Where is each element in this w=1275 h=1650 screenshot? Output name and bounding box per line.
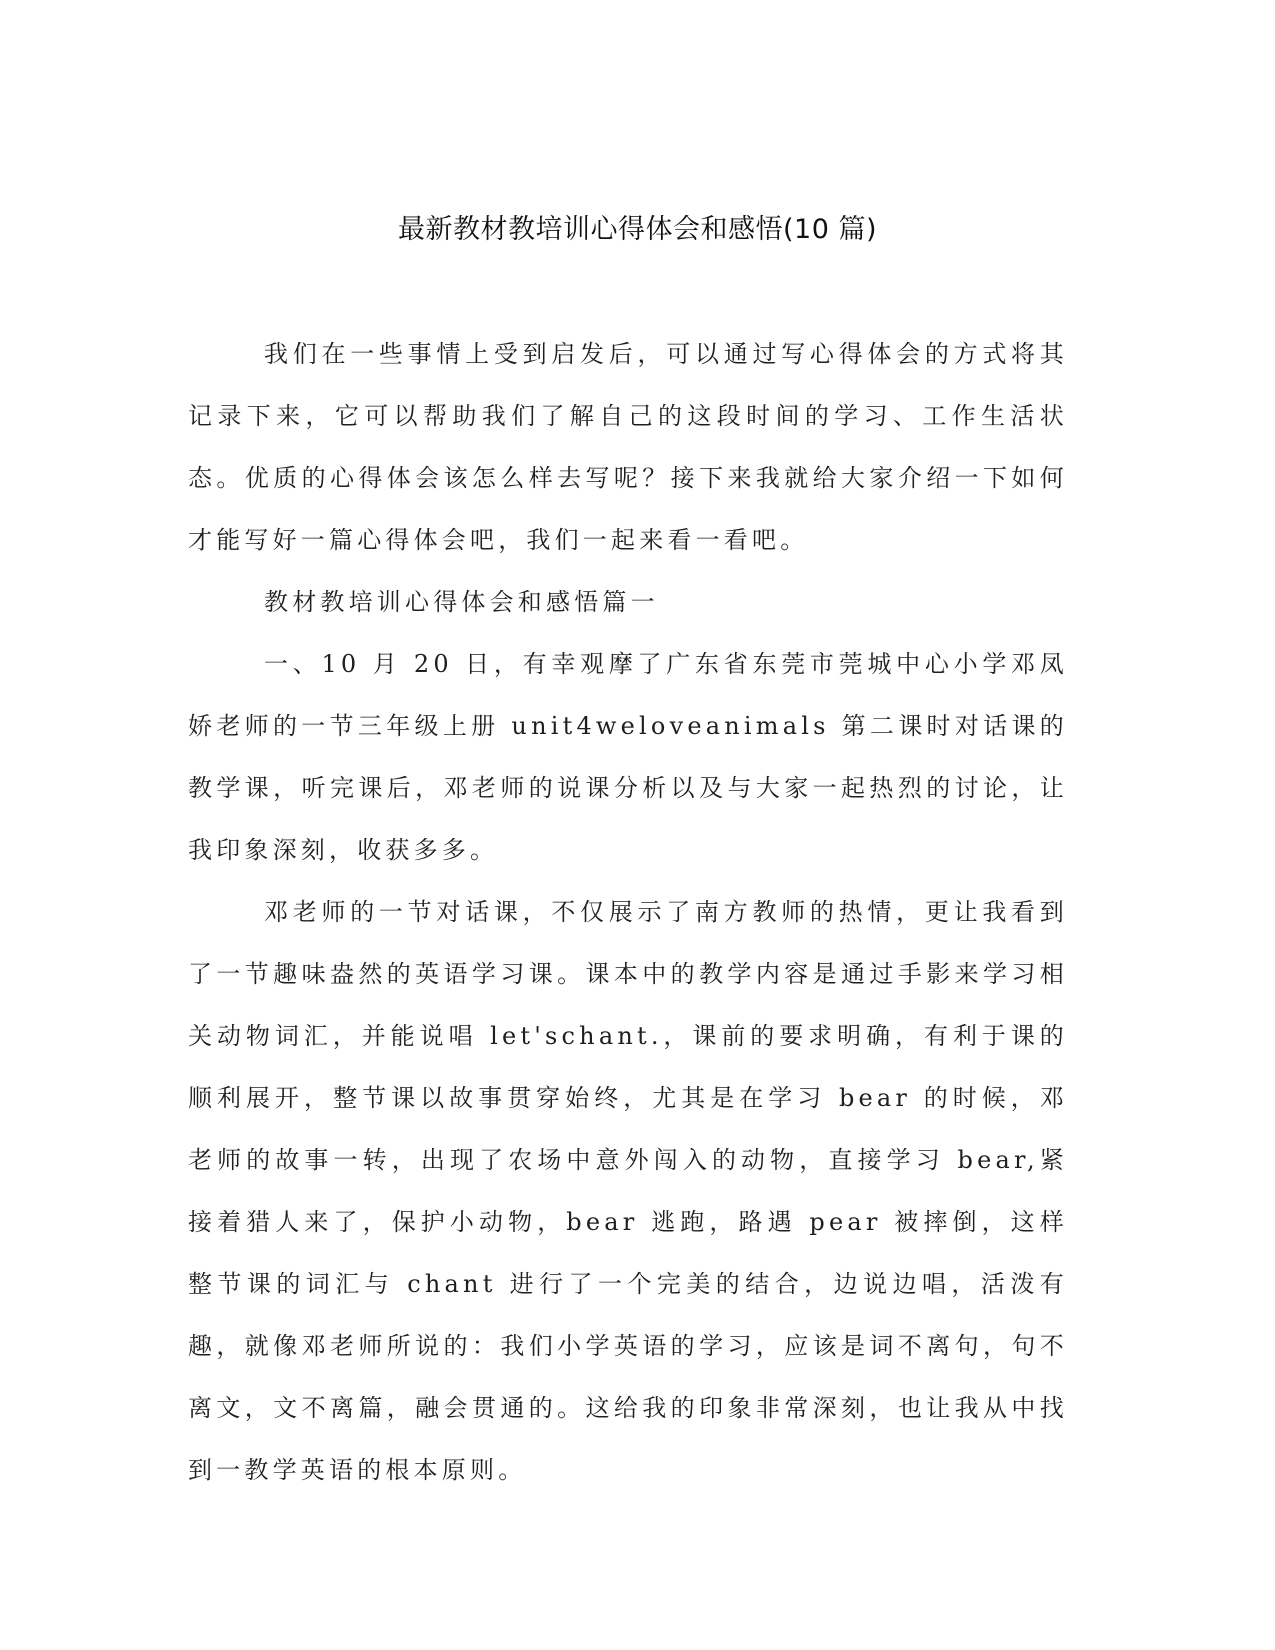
- document-body: [188, 323, 1068, 1501]
- intro-paragraph: 我们在一些事情上受到启发后，可以通过写心得体会的方式将其记录下来，它可以帮助我们了解自己的这段时间的学习、工作生活状态。优质的心得体会该怎么样去写呢？接下来我就给大家介绍一下如何才能写好一篇心得体会吧，我们一起来看一看吧。: [188, 340, 1068, 554]
- section-heading: 教材教培训心得体会和感悟篇一: [264, 588, 659, 616]
- document-title: 最新教材教培训心得体会和感悟(10 篇): [397, 214, 877, 245]
- body-paragraph-2: 邓老师的一节对话课，不仅展示了南方教师的热情，更让我看到了一节趣味盎然的英语学习课。课本中的教学内容是通过手影来学习相关动物词汇，并能说唱 let'schant.，课前的要求明确，有利于课的顺利展开，整节课以故事贯穿始终，尤其是在学习 bear 的时候，邓老师的故事一转，出现了农场中意外闯入的动物，直接学习 bear,紧接着猎人来了，保护小动物，bear 逃跑，路遇 pear 被摔倒，这样整节课的词汇与 chant 进行了一个完美的结合，边说边唱，活泼有趣，就像邓老师所说的：我们小学英语的学习，应该是词不离句，句不离文，文不离篇，融会贯通的。这给我的印象非常深刻，也让我从中找到一教学英语的根本原则。: [188, 898, 1068, 1484]
- body-paragraph-1: 一、10 月 20 日，有幸观摩了广东省东莞市莞城中心小学邓凤娇老师的一节三年级上册 unit4weloveanimals 第二课时对话课的教学课，听完课后，邓老师的说课分析以及与大家一起热烈的讨论，让我印象深刻，收获多多。: [188, 650, 1068, 864]
